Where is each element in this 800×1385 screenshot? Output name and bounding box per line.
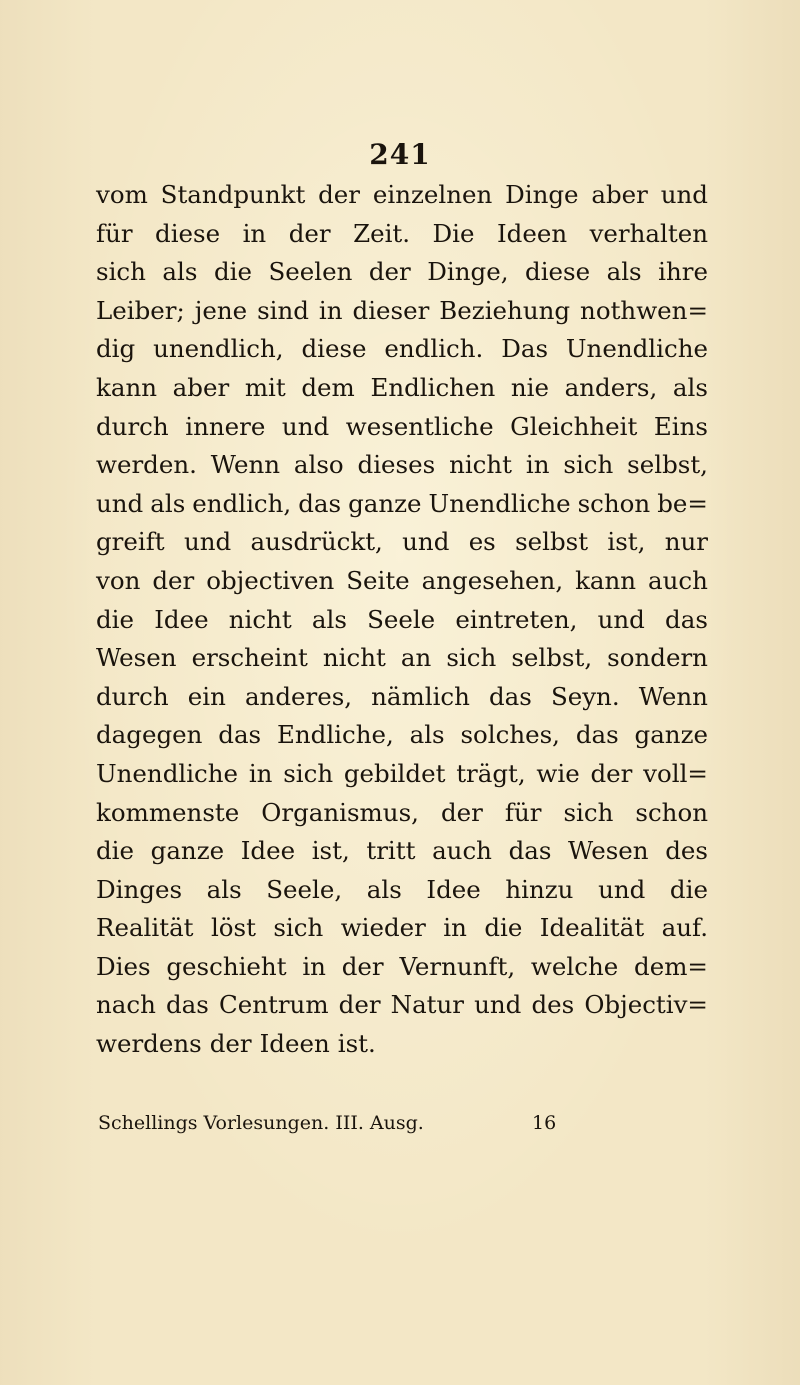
word: dagegen bbox=[96, 720, 203, 750]
word: kommenste bbox=[96, 797, 240, 827]
word: ausdrückt, bbox=[250, 527, 383, 557]
word: in bbox=[242, 218, 267, 248]
word: und bbox=[281, 411, 330, 441]
word: diese bbox=[525, 257, 591, 287]
word: nicht bbox=[322, 643, 386, 673]
word: also bbox=[293, 450, 344, 480]
text-line bbox=[96, 678, 708, 717]
word: dem= bbox=[634, 951, 708, 981]
word: endlich, bbox=[192, 488, 292, 518]
word: ist, bbox=[607, 527, 646, 557]
word: auch bbox=[432, 836, 492, 866]
word: und bbox=[597, 604, 645, 634]
word: Endlichen bbox=[370, 372, 496, 402]
word: Wesen bbox=[96, 643, 177, 673]
word: nach bbox=[96, 990, 156, 1020]
word: innere bbox=[185, 411, 266, 441]
word: dig bbox=[96, 334, 136, 364]
word: Wenn bbox=[210, 450, 281, 480]
word: anderes, bbox=[244, 681, 353, 711]
text-line bbox=[96, 176, 708, 215]
word: solches, bbox=[460, 720, 560, 750]
word: Dinges bbox=[96, 874, 183, 904]
text-line bbox=[96, 446, 708, 485]
word: Zeit. bbox=[353, 218, 411, 248]
word: sich bbox=[563, 797, 614, 827]
word: sich bbox=[283, 758, 334, 788]
word: selbst, bbox=[511, 643, 593, 673]
word: werden. bbox=[96, 450, 197, 480]
word: be= bbox=[657, 488, 708, 518]
text-line bbox=[96, 253, 708, 292]
word: ein bbox=[187, 681, 226, 711]
word: durch bbox=[96, 681, 169, 711]
word: in bbox=[525, 450, 550, 480]
text-line bbox=[96, 986, 708, 1025]
text-line bbox=[96, 330, 708, 369]
word: voll= bbox=[643, 758, 708, 788]
word: wieder bbox=[340, 913, 426, 943]
word: einzelnen bbox=[372, 180, 493, 209]
word: und bbox=[474, 990, 522, 1020]
text-line bbox=[96, 523, 708, 562]
word: nothwen= bbox=[580, 295, 708, 325]
text-line bbox=[96, 794, 708, 833]
word: unendlich, bbox=[153, 334, 284, 364]
text-line bbox=[96, 369, 708, 408]
word: die bbox=[96, 604, 135, 634]
word: die bbox=[484, 913, 523, 943]
word: in bbox=[248, 758, 273, 788]
word: anders, bbox=[564, 372, 658, 402]
word: als bbox=[162, 257, 198, 287]
word: nie bbox=[510, 372, 549, 402]
word: Seelen bbox=[268, 257, 353, 287]
word: gebildet bbox=[343, 758, 446, 788]
word: Endliche, bbox=[276, 720, 394, 750]
word: nämlich bbox=[371, 681, 470, 711]
word: Das bbox=[501, 334, 549, 364]
word: in bbox=[443, 913, 467, 943]
word: der bbox=[341, 951, 384, 981]
word: für bbox=[96, 218, 133, 248]
word: aber bbox=[591, 180, 648, 209]
word: in bbox=[318, 295, 343, 325]
word: hinzu bbox=[505, 874, 574, 904]
word: dem bbox=[301, 372, 355, 402]
word: Organismus, bbox=[261, 797, 419, 827]
word: ist. bbox=[337, 1029, 376, 1059]
word: Idee bbox=[426, 874, 481, 904]
word: endlich. bbox=[384, 334, 484, 364]
word: Dinge bbox=[505, 180, 579, 209]
word: nur bbox=[664, 527, 708, 557]
word: Die bbox=[432, 218, 475, 248]
word: Vernunft, bbox=[399, 951, 516, 981]
word: Unendliche bbox=[428, 488, 571, 518]
word: das bbox=[575, 720, 619, 750]
text-line bbox=[96, 909, 708, 948]
text-line bbox=[96, 716, 708, 755]
text-line bbox=[96, 639, 708, 678]
text-line bbox=[96, 292, 708, 331]
word: Wesen bbox=[568, 836, 649, 866]
page-footer bbox=[98, 1106, 638, 1140]
word: von bbox=[96, 565, 141, 595]
word: Ideen bbox=[259, 1029, 330, 1059]
word: schon bbox=[635, 797, 708, 827]
word: Gleichheit bbox=[510, 411, 638, 441]
word: Objectiv= bbox=[584, 990, 708, 1020]
word: das bbox=[218, 720, 262, 750]
word: das bbox=[665, 604, 708, 634]
word: Ideen bbox=[496, 218, 568, 248]
word: mit bbox=[244, 372, 286, 402]
word: wesentliche bbox=[345, 411, 494, 441]
body-text bbox=[96, 176, 708, 1064]
word: nicht bbox=[228, 604, 292, 634]
text-line bbox=[96, 408, 708, 447]
word: löst bbox=[210, 913, 256, 943]
word: erscheint bbox=[191, 643, 308, 673]
word: ganze bbox=[348, 488, 422, 518]
word: greift bbox=[96, 527, 165, 557]
word: und bbox=[402, 527, 450, 557]
word: die bbox=[96, 836, 135, 866]
word: Seite bbox=[346, 565, 410, 595]
word: Seyn. bbox=[550, 681, 620, 711]
running-title: Schellings Vorlesungen. III. Ausg. bbox=[98, 1112, 424, 1134]
word: sich bbox=[273, 913, 324, 943]
word: Standpunkt bbox=[160, 180, 306, 209]
word: Unendliche bbox=[565, 334, 708, 364]
word: dieser bbox=[352, 295, 430, 325]
word: jene bbox=[194, 295, 248, 325]
word: der bbox=[209, 1029, 252, 1059]
text-line bbox=[96, 755, 708, 794]
word: Idee bbox=[154, 604, 209, 634]
text-line bbox=[96, 215, 708, 254]
word: ist, bbox=[311, 836, 350, 866]
word: eintreten, bbox=[455, 604, 578, 634]
word: Unendliche bbox=[96, 758, 239, 788]
word: der bbox=[368, 257, 411, 287]
word: in bbox=[302, 951, 326, 981]
text-line bbox=[96, 1025, 708, 1064]
word: durch bbox=[96, 411, 169, 441]
word: sich bbox=[446, 643, 497, 673]
word: der bbox=[338, 990, 381, 1020]
word: selbst, bbox=[627, 450, 708, 480]
word: als bbox=[409, 720, 445, 750]
word: auf. bbox=[661, 913, 708, 943]
word: Leiber; bbox=[96, 295, 185, 325]
word: das bbox=[508, 836, 552, 866]
page-number: 241 bbox=[369, 138, 431, 171]
word: werdens bbox=[96, 1029, 202, 1059]
word: sondern bbox=[607, 643, 708, 673]
text-line bbox=[96, 601, 708, 640]
word: trägt, bbox=[456, 758, 526, 788]
word: als bbox=[206, 874, 242, 904]
word: sich bbox=[96, 257, 146, 287]
word: Beziehung bbox=[439, 295, 571, 325]
word: als bbox=[672, 372, 708, 402]
word: der bbox=[288, 218, 331, 248]
word: des bbox=[665, 836, 708, 866]
word: und bbox=[660, 180, 708, 209]
word: diese bbox=[155, 218, 221, 248]
word: das bbox=[298, 488, 342, 518]
word: die bbox=[669, 874, 708, 904]
word: es bbox=[468, 527, 496, 557]
word: der bbox=[440, 797, 483, 827]
word: objectiven bbox=[206, 565, 335, 595]
word: und bbox=[183, 527, 232, 557]
word: aber bbox=[172, 372, 230, 402]
word: dieses bbox=[357, 450, 436, 480]
word: die bbox=[213, 257, 252, 287]
word: Eins bbox=[653, 411, 708, 441]
word: der bbox=[152, 565, 195, 595]
word: angesehen, bbox=[421, 565, 564, 595]
text-line bbox=[96, 485, 708, 524]
word: der bbox=[590, 758, 633, 788]
word: nicht bbox=[449, 450, 513, 480]
word: selbst bbox=[515, 527, 589, 557]
word: Idealität bbox=[539, 913, 645, 943]
word: ganze bbox=[634, 720, 708, 750]
word: tritt bbox=[366, 836, 416, 866]
word: sich bbox=[563, 450, 614, 480]
word: ganze bbox=[150, 836, 225, 866]
word: vom bbox=[96, 180, 148, 209]
text-line bbox=[96, 562, 708, 601]
word: als bbox=[311, 604, 347, 634]
word: als bbox=[366, 874, 402, 904]
word: verhalten bbox=[589, 218, 708, 248]
word: an bbox=[400, 643, 432, 673]
word: Dinge, bbox=[427, 257, 509, 287]
word: Seele bbox=[367, 604, 436, 634]
text-line bbox=[96, 871, 708, 910]
word: geschieht bbox=[166, 951, 287, 981]
word: und bbox=[598, 874, 646, 904]
word: sind bbox=[257, 295, 309, 325]
word: Dies bbox=[96, 951, 151, 981]
word: Centrum bbox=[218, 990, 329, 1020]
word: das bbox=[165, 990, 209, 1020]
word: Wenn bbox=[638, 681, 708, 711]
word: ihre bbox=[658, 257, 708, 287]
word: kann bbox=[96, 372, 158, 402]
word: als bbox=[606, 257, 642, 287]
word: Seele, bbox=[266, 874, 343, 904]
word: diese bbox=[301, 334, 367, 364]
word: kann bbox=[575, 565, 637, 595]
word: Natur bbox=[390, 990, 465, 1020]
text-line bbox=[96, 832, 708, 871]
word: der bbox=[318, 180, 361, 209]
word: des bbox=[531, 990, 575, 1020]
word: schon bbox=[577, 488, 651, 518]
word: wie bbox=[536, 758, 580, 788]
signature-mark: 16 bbox=[532, 1112, 557, 1134]
word: für bbox=[504, 797, 542, 827]
word: auch bbox=[648, 565, 708, 595]
word: Idee bbox=[240, 836, 296, 866]
word: Realität bbox=[96, 913, 194, 943]
word: und bbox=[96, 488, 144, 518]
word: als bbox=[150, 488, 186, 518]
text-line bbox=[96, 948, 708, 987]
word: das bbox=[489, 681, 532, 711]
word: welche bbox=[530, 951, 619, 981]
